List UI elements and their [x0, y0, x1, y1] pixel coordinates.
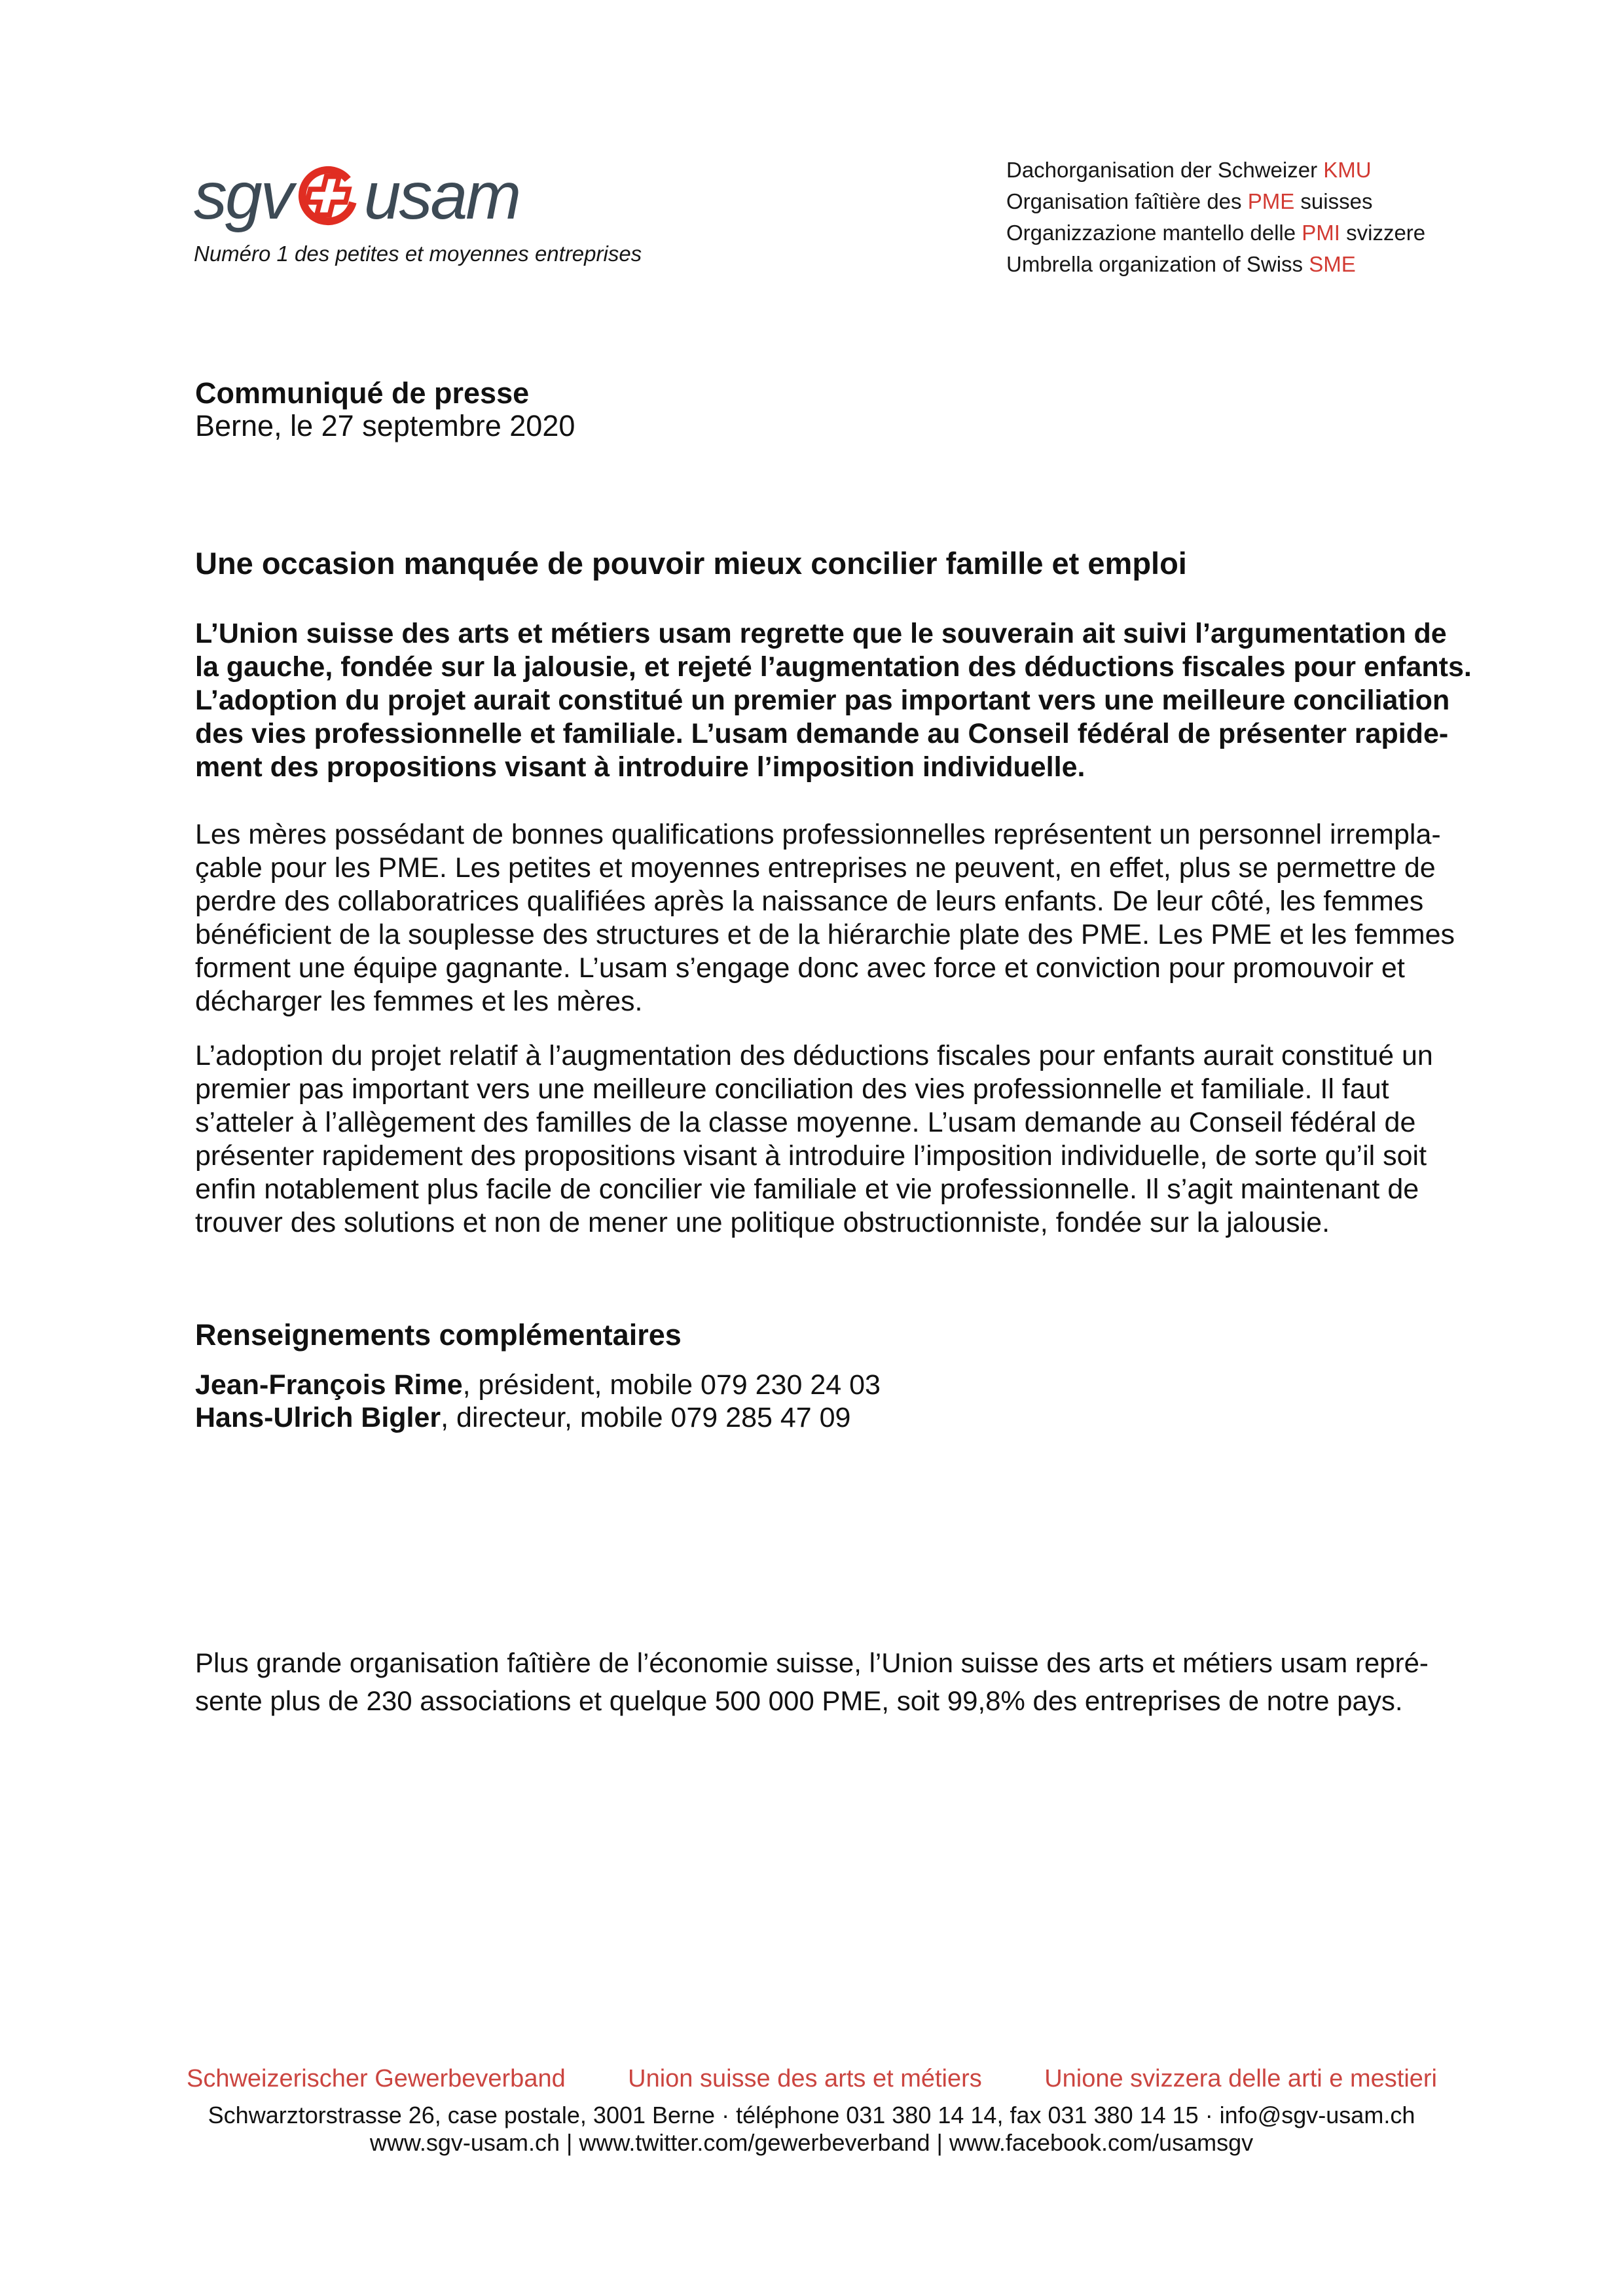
footer-org-german: Schweizerischer Gewerbeverband: [187, 2065, 566, 2092]
lead-line: des vies professionnelle et familiale. L’usam demande au Conseil fédéral de présenter rapide-: [195, 718, 1449, 749]
body-line: forment une équipe gagnante. L’usam s’engage donc avec force et conviction pour promouvoir et: [195, 952, 1405, 984]
pmi-highlight: PMI: [1302, 221, 1340, 245]
kmu-highlight: KMU: [1323, 158, 1372, 182]
lead-line: L’adoption du projet aurait constitué un premier pas important vers une meilleure conciliation: [195, 685, 1450, 716]
body-line: présenter rapidement des propositions visant à introduire l’imposition individuelle, de sorte qu’il soit: [195, 1140, 1427, 1172]
org-line-german: Dachorganisation der Schweizer KMU: [1006, 158, 1372, 182]
logo: [194, 158, 520, 233]
swiss-cross-emblem-icon: [296, 164, 360, 228]
contact-details: , directeur, mobile 079 285 47 09: [441, 1402, 851, 1433]
lead-line: ment des propositions visant à introduire l’imposition individuelle.: [195, 751, 1085, 783]
contact-name: Jean-François Rime: [195, 1369, 463, 1401]
boilerplate-paragraph: [195, 1644, 1429, 1720]
boilerplate-line: Plus grande organisation faîtière de l’économie suisse, l’Union suisse des arts et métiers usam repré-: [195, 1647, 1429, 1678]
footer-address: Schwarztorstrasse 26, case postale, 3001 Berne · téléphone 031 380 14 14, fax 031 380 14 15 · info@sgv-usam.ch: [208, 2102, 1415, 2128]
footer-org-french: Union suisse des arts et métiers: [628, 2065, 982, 2092]
lead-line: la gauche, fondée sur la jalousie, et rejeté l’augmentation des déductions fiscales pour enfants.: [195, 651, 1472, 683]
footer-org-italian: Unione svizzera delle arti e mestieri: [1044, 2065, 1437, 2092]
contact-director: [195, 1401, 881, 1434]
press-release-label: Communiqué de presse: [195, 376, 530, 410]
body-line: Les mères possédant de bonnes qualifications professionnelles représentent un personnel irrempla-: [195, 819, 1441, 850]
contact-details: , président, mobile 079 230 24 03: [462, 1369, 881, 1401]
lead-line: L’Union suisse des arts et métiers usam regrette que le souverain ait suivi l’argumentation de: [195, 618, 1447, 649]
logo-text-sgv: sgv: [194, 158, 292, 233]
logo-text-usam: usam: [363, 158, 520, 233]
body-line: L’adoption du projet relatif à l’augmentation des déductions fiscales pour enfants aurait constitué un: [195, 1040, 1433, 1071]
contacts-block: [195, 1369, 881, 1434]
body-line: enfin notablement plus facile de concilier vie familiale et vie professionnelle. Il s’agit maintenant de: [195, 1174, 1419, 1205]
body-line: premier pas important vers une meilleure conciliation des vies professionnelle et familiale. Il faut: [195, 1073, 1389, 1105]
body-paragraph-2: [195, 1039, 1433, 1240]
org-line-italian: Organizzazione mantello delle PMI svizzere: [1006, 221, 1426, 245]
footer-organization-names: [187, 2064, 1437, 2093]
body-line: s’atteler à l’allègement des familles de la classe moyenne. L’usam demande au Conseil fédéral de: [195, 1107, 1416, 1138]
body-line: trouver des solutions et non de mener une politique obstructionniste, fondée sur la jalousie.: [195, 1207, 1330, 1238]
contact-president: [195, 1369, 881, 1401]
body-line: décharger les femmes et les mères.: [195, 986, 643, 1017]
body-line: bénéficient de la souplesse des structures et de la hiérarchie plate des PME. Les PME et les femmes: [195, 919, 1455, 950]
contacts-heading: Renseignements complémentaires: [195, 1318, 682, 1352]
footer-links: www.sgv-usam.ch | www.twitter.com/gewerbeverband | www.facebook.com/usamsgv: [369, 2129, 1254, 2156]
body-line: çable pour les PME. Les petites et moyennes entreprises ne peuvent, en effet, plus se permettre de: [195, 852, 1436, 884]
body-line: perdre des collaboratrices qualifiées après la naissance de leurs enfants. De leur côté, les femmes: [195, 886, 1424, 917]
boilerplate-line: sente plus de 230 associations et quelque 500 000 PME, soit 99,8% des entreprises de notre pays.: [195, 1685, 1403, 1716]
lead-paragraph: [195, 617, 1472, 784]
pme-highlight: PME: [1247, 189, 1295, 213]
org-line-english: Umbrella organization of Swiss SME: [1006, 252, 1356, 276]
logo-tagline: Numéro 1 des petites et moyennes entreprises: [194, 242, 642, 266]
contact-name: Hans-Ulrich Bigler: [195, 1402, 441, 1433]
org-line-french: Organisation faîtière des PME suisses: [1006, 189, 1373, 213]
sme-highlight: SME: [1309, 252, 1356, 276]
org-description-block: [1006, 154, 1425, 280]
headline: Une occasion manquée de pouvoir mieux concilier famille et emploi: [195, 546, 1187, 581]
dateline: Berne, le 27 septembre 2020: [195, 409, 575, 442]
press-release-meta: [195, 377, 575, 442]
body-paragraph-1: [195, 818, 1455, 1018]
